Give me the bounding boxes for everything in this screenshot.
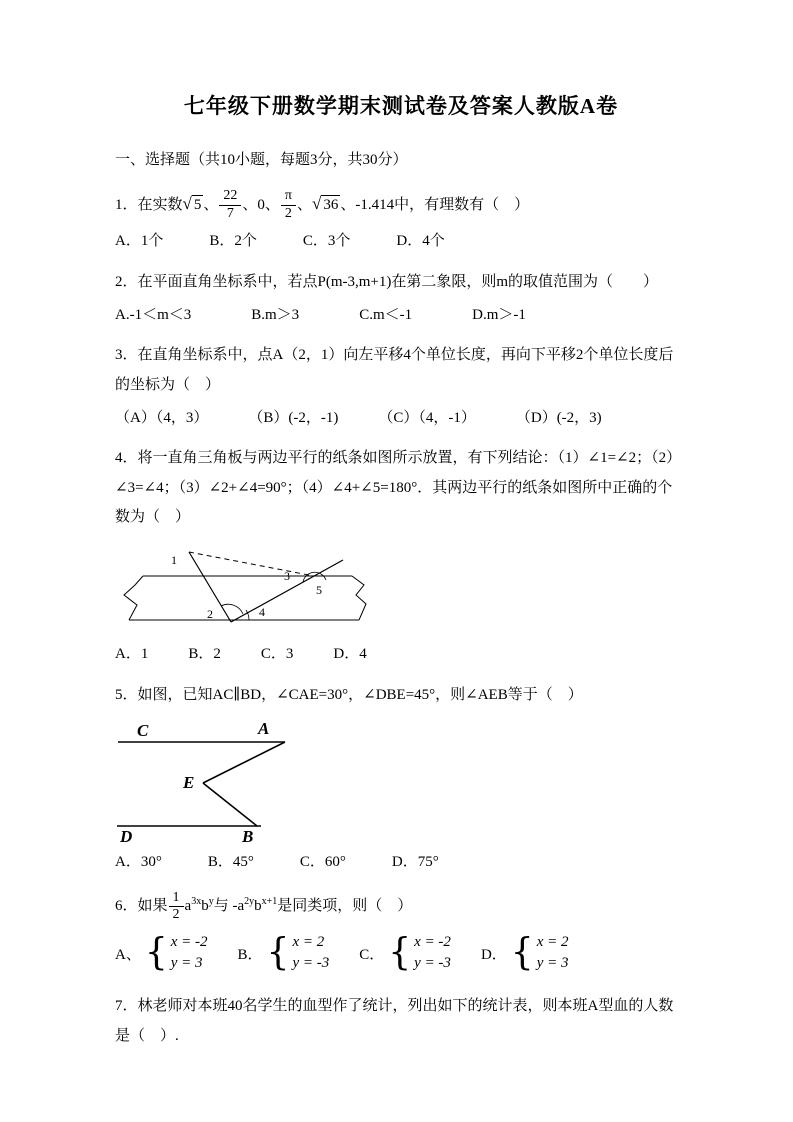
question-3 [115, 341, 687, 432]
question-6-text [115, 888, 687, 924]
option-d: D．75° [391, 853, 439, 870]
segment-AE [203, 742, 285, 783]
q6-prefix: 6．如果 [115, 898, 168, 915]
equation-y: y = 3 [536, 955, 569, 972]
question-5-figure [115, 716, 687, 844]
question-3-text: 3．在直角坐标系中，点A（2，1）向左平移4个单位长度，再向下平移2个单位长度后的坐标为（ ） [115, 347, 674, 393]
sqrt-36-expression [312, 195, 340, 216]
option-b: B.m＞3 [251, 306, 300, 323]
option-b: B．45° [207, 853, 254, 870]
option-c: （C）（4，-1） [378, 409, 476, 426]
angle-4-arc [246, 610, 249, 620]
option-d: D.m＞-1 [472, 306, 526, 323]
point-D-label: D [120, 826, 133, 844]
option-label: C． [359, 946, 385, 963]
point-C-label: C [137, 720, 149, 740]
equation-x: x = 2 [292, 934, 325, 951]
base-b: b [201, 898, 209, 915]
question-4 [115, 444, 687, 668]
question-5 [115, 681, 687, 877]
equation-y: y = -3 [292, 955, 330, 972]
angle-4-label: 4 [259, 605, 265, 619]
base-a: a [237, 898, 245, 915]
point-B-label: B [242, 826, 254, 844]
segment-EB [203, 783, 257, 826]
angle-3-label: 3 [284, 569, 290, 583]
equation-x: x = -2 [414, 934, 451, 951]
question-2-options [115, 301, 687, 330]
question-2 [115, 268, 687, 330]
q1-sep1: 、 [203, 197, 219, 213]
page-title: 七年级下册数学期末测试卷及答案人教版A卷 [183, 94, 619, 118]
fraction-denominator: 2 [284, 205, 292, 221]
fraction-numerator: 22 [219, 188, 241, 205]
option-label: B． [237, 946, 263, 963]
angle-1-label: 1 [171, 553, 177, 567]
option-d: D．4 [333, 646, 367, 662]
base-a: a [184, 898, 192, 915]
option-d: （D）(-2，3) [515, 409, 602, 426]
option-a: A.-1＜m＜3 [115, 306, 192, 323]
strip-right-torn-edge [352, 576, 366, 620]
question-4-text: 4．将一直角三角板与两边平行的纸条如图所示放置，有下列结论：（1）∠1=∠2；（2）∠3=∠4；（3）∠2+∠4=90°；（4）∠4+∠5=180°．其两边平行的纸条如图所中正确的个数为（ ） [115, 450, 682, 525]
fraction-pi-2 [281, 188, 296, 221]
equations [537, 932, 569, 974]
triangle-on-paper-strip-figure [115, 538, 380, 636]
question-7 [115, 992, 687, 1051]
fraction-numerator: π [281, 188, 296, 205]
question-7-text: 7．林老师对本班40名学生的血型作了统计，列出如下的统计表，则本班A型血的人数是（ ）. [115, 998, 674, 1044]
equation-y: y = -3 [414, 955, 451, 972]
sqrt-5-expression [183, 195, 204, 216]
fraction-denominator: 2 [172, 906, 180, 922]
exponent-2y: 2y [244, 896, 255, 908]
question-6 [115, 888, 687, 974]
option-c: C．60° [299, 853, 346, 870]
option-label: D． [480, 946, 507, 963]
option-c: C．3个 [302, 233, 351, 249]
angle-2-label: 2 [207, 607, 213, 621]
radical-sign: √ [182, 193, 192, 213]
question-1-text [115, 187, 687, 223]
equation-system [511, 932, 569, 974]
question-4-figure [115, 538, 687, 636]
option-label: A、 [115, 946, 141, 963]
option-a: （A）（4，3） [115, 409, 209, 426]
base-b: b [254, 898, 262, 915]
option-c [359, 932, 451, 974]
equations [414, 932, 451, 974]
question-3-options [115, 404, 687, 433]
fraction-1-2 [169, 890, 184, 923]
exponent-3x: 3x [191, 896, 202, 908]
fraction-numerator: 1 [169, 890, 184, 907]
option-b [238, 932, 330, 974]
fraction-22-7 [219, 188, 241, 221]
question-5-text: 5．如图，已知AC∥BD，∠CAE=30°，∠DBE=45°，则∠AEB等于（ ） [115, 686, 583, 703]
angle-2-arc [221, 604, 243, 614]
option-c: C.m＜-1 [359, 306, 413, 323]
radicand: 5 [192, 195, 204, 216]
strip-left-torn-edge [124, 576, 143, 620]
equation-y: y = 3 [170, 955, 203, 972]
exponent-x-plus-1: x+1 [261, 896, 278, 908]
option-b: B．2个 [209, 233, 257, 249]
brace-icon: { [388, 931, 412, 975]
monomial-1 [185, 888, 214, 924]
question-4-options [115, 640, 687, 669]
point-E-label: E [183, 772, 195, 792]
q1-prefix: 1．在实数 [115, 197, 183, 213]
fraction-denominator: 7 [226, 205, 234, 221]
q1-suffix: 、-1.414中，有理数有（ ） [340, 197, 530, 213]
brace-icon: { [266, 931, 290, 975]
dashed-auxiliary-line [189, 552, 314, 576]
equations [292, 932, 329, 974]
angle-5-label: 5 [316, 583, 322, 597]
option-a: A．30° [115, 853, 162, 870]
q6-mid: 与 - [213, 898, 238, 915]
exponent-y: y [208, 896, 214, 908]
point-A-label: A [258, 718, 270, 738]
option-a: A．1个 [115, 233, 164, 249]
q1-sep3: 、 [296, 197, 312, 213]
option-a: A．1 [115, 646, 149, 662]
equations [171, 932, 208, 974]
option-d: D．4个 [396, 233, 445, 249]
question-1 [115, 187, 687, 256]
option-b: （B）(-2，-1) [248, 409, 339, 426]
q6-suffix: 是同类项，则（ ） [277, 898, 413, 915]
question-2-text: 2．在平面直角坐标系中，若点P(m-3,m+1)在第二象限，则m的取值范围为（ ） [115, 273, 659, 290]
option-d [481, 932, 569, 974]
option-c: C．3 [260, 646, 294, 662]
radical-sign: √ [311, 193, 322, 213]
q1-sep2: 、0、 [242, 197, 280, 213]
equation-x: x = 2 [536, 934, 569, 951]
brace-icon: { [144, 931, 168, 975]
section-heading: 一、选择题（共10小题，每题3分，共30分） [115, 152, 408, 168]
equation-system [267, 932, 330, 974]
equation-system [145, 932, 208, 974]
monomial-2 [237, 888, 277, 924]
brace-icon: { [510, 931, 534, 975]
equation-system [388, 932, 451, 974]
question-5-options [115, 848, 687, 877]
equation-x: x = -2 [170, 934, 208, 951]
radicand: 36 [321, 195, 340, 216]
option-a [115, 932, 208, 974]
option-b: B．2 [188, 646, 221, 662]
parallel-lines-angle-figure [115, 716, 300, 844]
question-1-options [115, 227, 687, 256]
question-6-options [115, 932, 687, 974]
